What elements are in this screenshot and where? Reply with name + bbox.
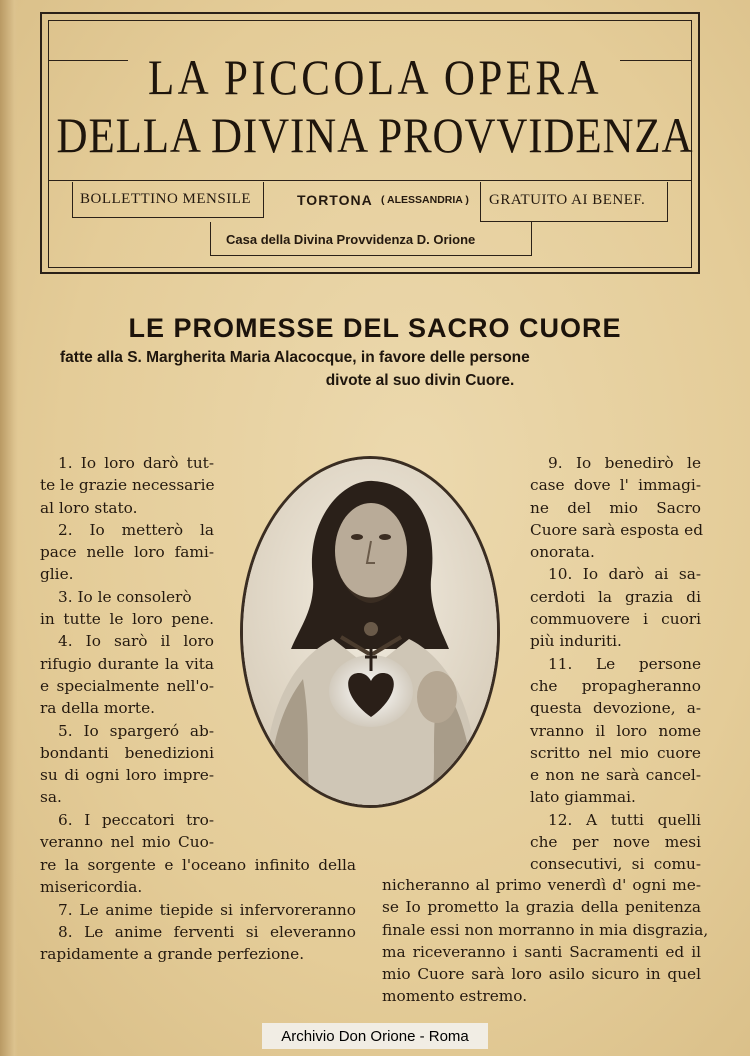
sacred-heart-portrait (240, 456, 500, 808)
right-full-width-lines (382, 874, 709, 1008)
text-line: 2. Io metterò la (58, 520, 214, 539)
text-line: 9. Io benedirò le (548, 454, 701, 472)
text-line: al loro stato. (40, 498, 138, 517)
text-line: Cuore sarà esposta ed (530, 520, 703, 539)
text-line: 5. Io spargeró ab- (58, 721, 214, 740)
text-line: te le grazie necessarie (40, 476, 215, 495)
text-line: 7. Le anime tiepide si infervoreranno (58, 900, 356, 919)
subhead-line2: divote al suo divin Cuore. (325, 372, 515, 389)
archive-watermark: Archivio Don Orione - Roma (281, 1028, 469, 1045)
text-line: momento estremo. (382, 987, 528, 1006)
text-line: 10. Io darò ai sa- (548, 565, 701, 584)
text-line: 11. Le persone (548, 654, 701, 673)
text-line: lato giammai. (530, 788, 636, 807)
text-line: finale essi non morranno in mia disgrazia, (382, 920, 709, 939)
province-label: ( ALESSANDRIA ) (381, 194, 469, 206)
text-line: ma riceveranno i santi Sacramenti ed il (382, 942, 701, 961)
text-line: sa. (40, 788, 62, 807)
left-full-width-lines (40, 854, 356, 965)
text-line: in tutte le loro pene. (40, 610, 214, 629)
article-headline: LE PROMESSE DEL SACRO CUORE (128, 313, 622, 343)
text-line: ra della morte. (40, 699, 155, 718)
free-label: GRATUITO AI BENEF. (489, 192, 646, 208)
text-line: e non ne sarà cancel- (530, 766, 701, 785)
portrait-illustration (243, 459, 497, 805)
text-line: questa devozione, a- (530, 699, 701, 718)
text-line: commuovere i cuori (530, 610, 701, 629)
text-line: ne del mio Sacro (530, 498, 701, 517)
text-line: rapidamente a grande perfezione. (40, 945, 305, 964)
text-line: che propagheranno (530, 676, 701, 695)
text-line: che per nove mesi (530, 833, 701, 852)
text-line: cerdoti la grazia di (530, 587, 701, 606)
text-line: misericordia. (40, 878, 143, 897)
text-line: 3. Io le consolerò (58, 587, 192, 606)
page-binding-edge (0, 0, 18, 1056)
text-line: se Io prometto la grazia della penitenza (382, 898, 701, 917)
text-line: scritto nel mio cuore (530, 743, 701, 762)
masthead-title-line1: LA PICCOLA OPERA (147, 49, 603, 105)
subhead-line1: fatte alla S. Margherita Maria Alacocque, in favore delle persone (60, 349, 530, 366)
rule (48, 180, 692, 181)
text-line: nicheranno al primo venerdì d' ogni me- (382, 876, 701, 894)
text-line: bondanti benedizioni (40, 743, 214, 762)
text-line: 8. Le anime ferventi si eleveranno (58, 922, 356, 941)
city-label: TORTONA (297, 192, 373, 208)
text-line: 12. A tutti quelli (548, 810, 701, 829)
house-label: Casa della Divina Provvidenza D. Orione (226, 232, 476, 247)
left-column (40, 452, 214, 853)
text-line: re la sorgente e l'oceano infinito della (40, 856, 356, 874)
text-line: e specialmente nell'o- (40, 676, 214, 695)
bulletin-label: BOLLETTINO MENSILE (80, 191, 252, 207)
text-line: glie. (40, 565, 74, 584)
masthead-title-line2: DELLA DIVINA PROVVIDENZA (56, 107, 694, 163)
text-line: rifugio durante la vita (40, 654, 214, 673)
text-line: 6. I peccatori tro- (58, 810, 214, 829)
text-line: 1. Io loro darò tut- (58, 454, 214, 472)
text-line: su di ogni loro impre- (40, 766, 214, 785)
text-line: vranno il loro nome (530, 721, 701, 740)
text-line: consecutivi, si comu- (530, 855, 701, 874)
text-line: onorata. (530, 543, 595, 562)
text-line: mio Cuore sarà loro asilo sicuro in quel (382, 965, 701, 984)
article-subhead (60, 346, 690, 392)
text-line: case dove l' immagi- (530, 476, 701, 495)
text-line: veranno nel mio Cuo- (40, 833, 214, 852)
text-line: 4. Io sarò il loro (58, 632, 214, 651)
text-line: più induriti. (530, 632, 622, 651)
text-line: pace nelle loro fami- (40, 543, 214, 562)
right-column (530, 452, 701, 876)
